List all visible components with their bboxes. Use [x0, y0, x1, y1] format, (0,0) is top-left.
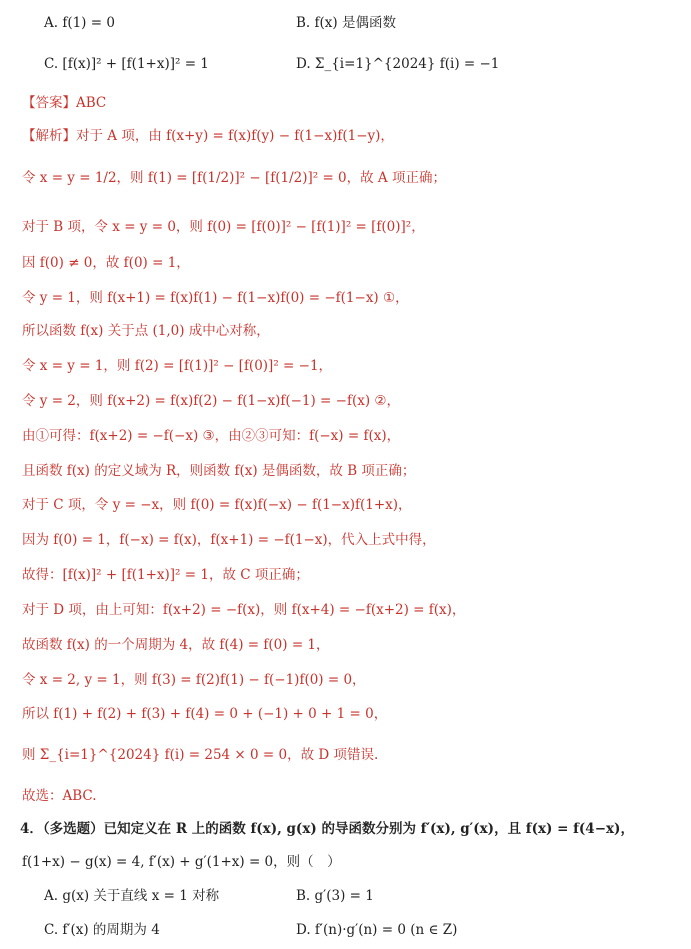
- analysis-line-15: 故函数 f(x) 的一个周期为 4，故 f(4) = f(0) = 1，: [22, 637, 330, 653]
- analysis-line-19: 故选：ABC.: [22, 788, 97, 804]
- analysis-line-13: 故得：[f(x)]² + [f(1+x)]² = 1，故 C 项正确；: [22, 567, 309, 583]
- prev-option-c: C. [f(x)]² + [f(1+x)]² = 1: [44, 56, 209, 72]
- prev-option-d: D. Σ_{i=1}^{2024} f(i) = −1: [296, 56, 500, 72]
- analysis-line-16: 令 x = 2, y = 1，则 f(3) = f(2)f(1) − f(−1)f(0) = 0，: [22, 672, 366, 688]
- analysis-line-6: 所以函数 f(x) 关于点 (1,0) 成中心对称，: [22, 323, 270, 339]
- analysis-line-9: 由①可得：f(x+2) = −f(−x) ③，由②③可知：f(−x) = f(x)，: [22, 428, 401, 444]
- answer-label: 【答案】ABC: [22, 95, 107, 111]
- analysis-line-7: 令 x = y = 1，则 f(2) = [f(1)]² − [f(0)]² = −1，: [22, 358, 333, 374]
- prev-option-a: A. f(1) = 0: [44, 15, 115, 31]
- analysis-line-4: 因 f(0) ≠ 0，故 f(0) = 1，: [22, 255, 190, 271]
- question-4-text: 4．（多选题）已知定义在 R 上的函数 f(x), g(x) 的导函数分别为 f′(x), g′(x)，且 f(x) = f(4−x)，: [20, 821, 634, 837]
- question-4-stem-line-1: [20, 820, 681, 838]
- q4-option-c: C. f′(x) 的周期为 4: [44, 922, 160, 938]
- q4-option-d: D. f′(n)·g′(n) = 0 (n ∈ Z): [296, 922, 458, 938]
- question-4-stem-line-2: f(1+x) − g(x) = 4, f′(x) + g′(1+x) = 0，则（ ）: [22, 854, 341, 870]
- analysis-line-17: 所以 f(1) + f(2) + f(3) + f(4) = 0 + (−1) + 0 + 1 = 0，: [22, 706, 388, 722]
- q4-option-b: B. g′(3) = 1: [296, 888, 374, 904]
- analysis-line-1: 【解析】对于 A 项，由 f(x+y) = f(x)f(y) − f(1−x)f(1−y)，: [22, 128, 394, 144]
- analysis-line-18: 则 Σ_{i=1}^{2024} f(i) = 254 × 0 = 0，故 D 项错误.: [22, 747, 379, 763]
- analysis-line-8: 令 y = 2，则 f(x+2) = f(x)f(2) − f(1−x)f(−1) = −f(x) ②，: [22, 393, 401, 409]
- analysis-line-10: 且函数 f(x) 的定义域为 R，则函数 f(x) 是偶函数，故 B 项正确；: [22, 463, 416, 479]
- analysis-line-11: 对于 C 项，令 y = −x，则 f(0) = f(x)f(−x) − f(1−x)f(1+x)，: [22, 497, 412, 513]
- prev-option-b: B. f(x) 是偶函数: [296, 15, 396, 31]
- analysis-line-5: 令 y = 1，则 f(x+1) = f(x)f(1) − f(1−x)f(0) = −f(1−x) ①，: [22, 290, 409, 306]
- analysis-line-14: 对于 D 项，由上可知：f(x+2) = −f(x)，则 f(x+4) = −f(x+2) = f(x)，: [22, 602, 466, 618]
- analysis-line-2: 令 x = y = 1/2，则 f(1) = [f(1/2)]² − [f(1/2)]² = 0，故 A 项正确；: [22, 170, 446, 186]
- q4-option-a: A. g(x) 关于直线 x = 1 对称: [44, 888, 220, 904]
- analysis-line-3: 对于 B 项，令 x = y = 0，则 f(0) = [f(0)]² − [f(1)]² = [f(0)]²，: [22, 219, 425, 235]
- analysis-line-12: 因为 f(0) = 1，f(−x) = f(x)，f(x+1) = −f(1−x)，代入上式中得，: [22, 532, 436, 548]
